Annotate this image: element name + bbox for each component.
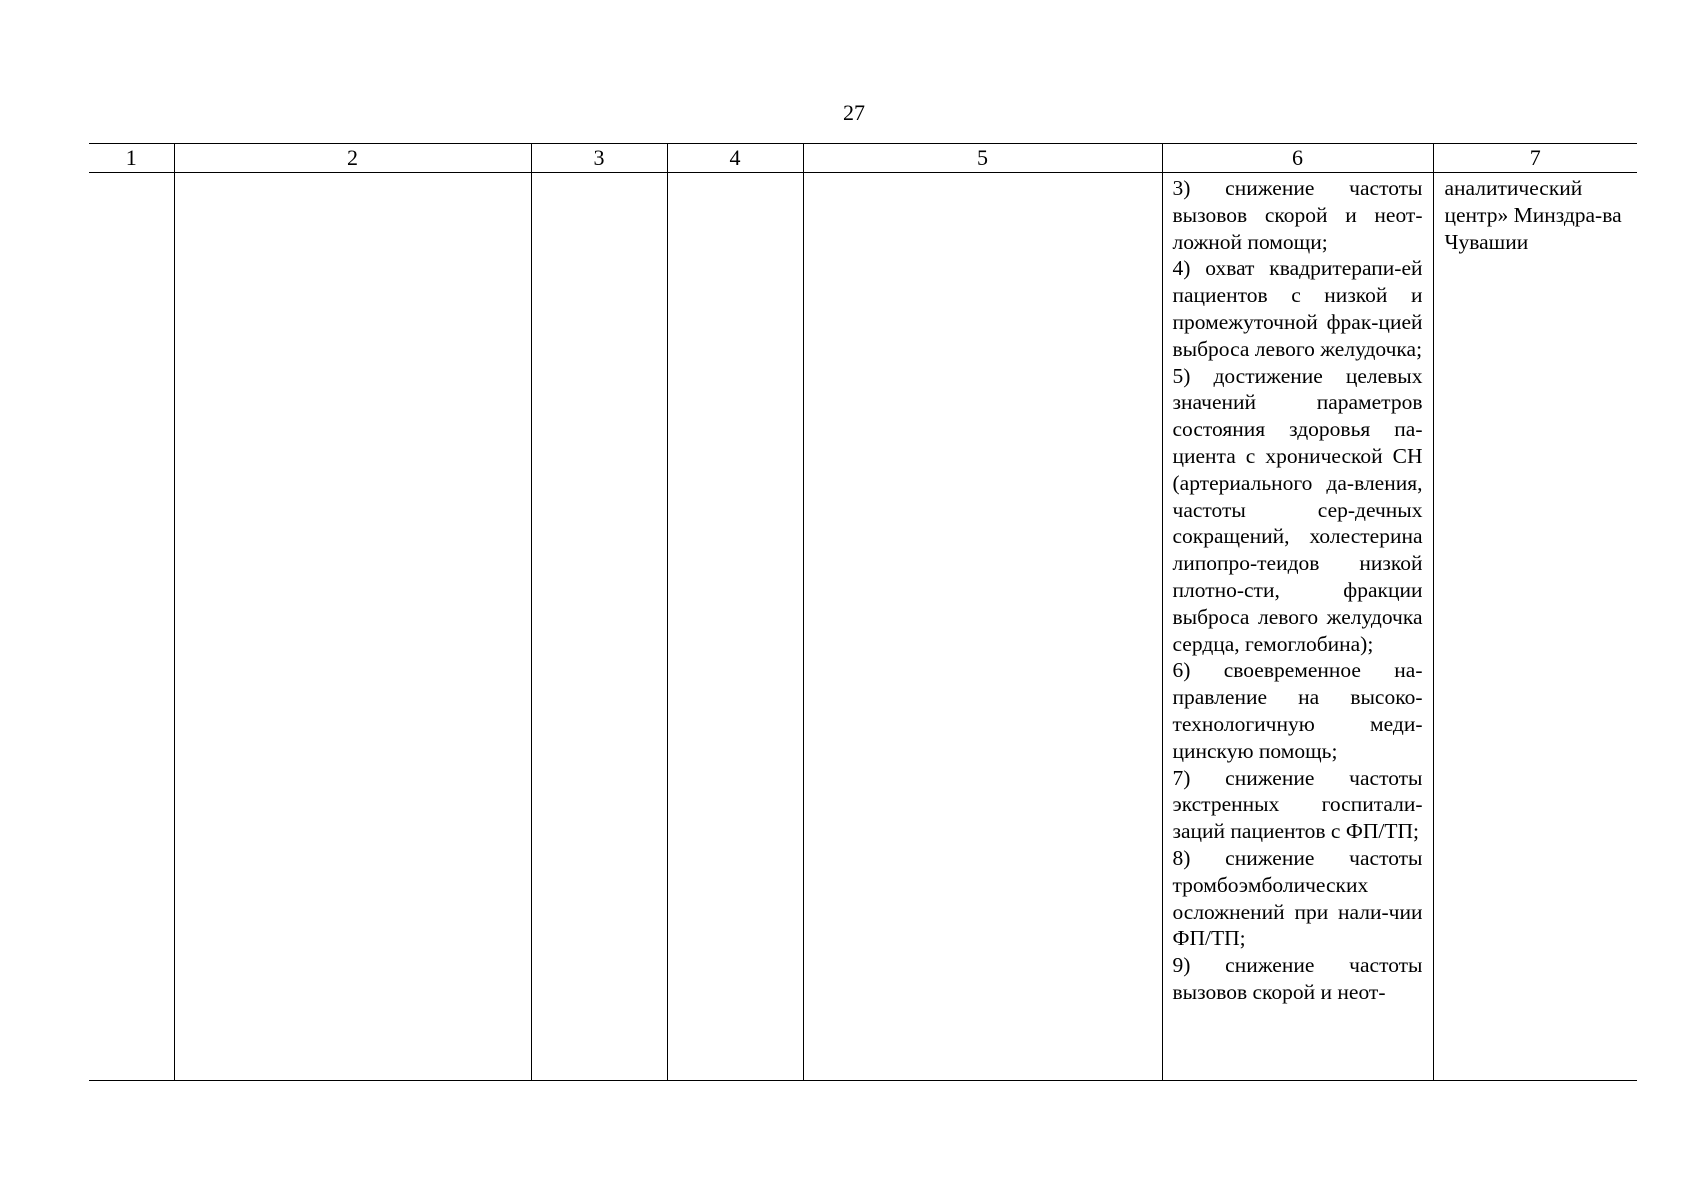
column-header-5: 5 (803, 144, 1162, 173)
column-header-7: 7 (1433, 144, 1637, 173)
column-header-3: 3 (531, 144, 667, 173)
indicator-item-9: 9) снижение частоты вызовов скорой и неот- (1172, 953, 1423, 1004)
indicator-item-4: 4) охват квадритерапи-ей пациентов с низкой и промежуточной фрак-цией выброса левого желудочка; (1172, 256, 1423, 361)
indicator-item-6: 6) своевременное на-правление на высоко-технологичную меди-цинскую помощь; (1172, 658, 1423, 763)
cell-col-4 (667, 173, 803, 1081)
cell-col-5 (803, 173, 1162, 1081)
responsible-organization: аналитический центр» Минздра-ва Чувашии (1444, 176, 1622, 254)
column-header-1: 1 (89, 144, 174, 173)
indicator-item-7: 7) снижение частоты экстренных госпитали-заций пациентов с ФП/ТП; (1172, 765, 1423, 844)
table-row (89, 173, 1637, 1081)
cell-col-6 (1162, 173, 1433, 1081)
indicator-item-3: 3) снижение частоты вызовов скорой и неот-ложной помощи; (1172, 176, 1423, 254)
column-header-4: 4 (667, 144, 803, 173)
document-table (89, 143, 1637, 1081)
indicator-item-8: 8) снижение частоты тромбоэмболических осложнений при нали-чии ФП/ТП; (1172, 845, 1423, 951)
cell-col-3 (531, 173, 667, 1081)
indicator-list (1163, 173, 1433, 1006)
cell-col-7 (1433, 173, 1637, 1081)
column-header-6: 6 (1162, 144, 1433, 173)
column-header-2: 2 (174, 144, 531, 173)
indicator-item-5: 5) достижение целевых значений параметров состояния здоровья па-циента с хронической СН (артериального да-вления, частоты сер-дечных сокращений, холестерина липопро-теидов низкой плотно-сти, фракции выброса левого желудочка сердца, гемоглобина); (1172, 363, 1423, 656)
page-number: 27 (843, 100, 865, 125)
table-header-row (89, 144, 1637, 173)
cell-col-2 (174, 173, 531, 1081)
cell-col-1 (89, 173, 174, 1081)
